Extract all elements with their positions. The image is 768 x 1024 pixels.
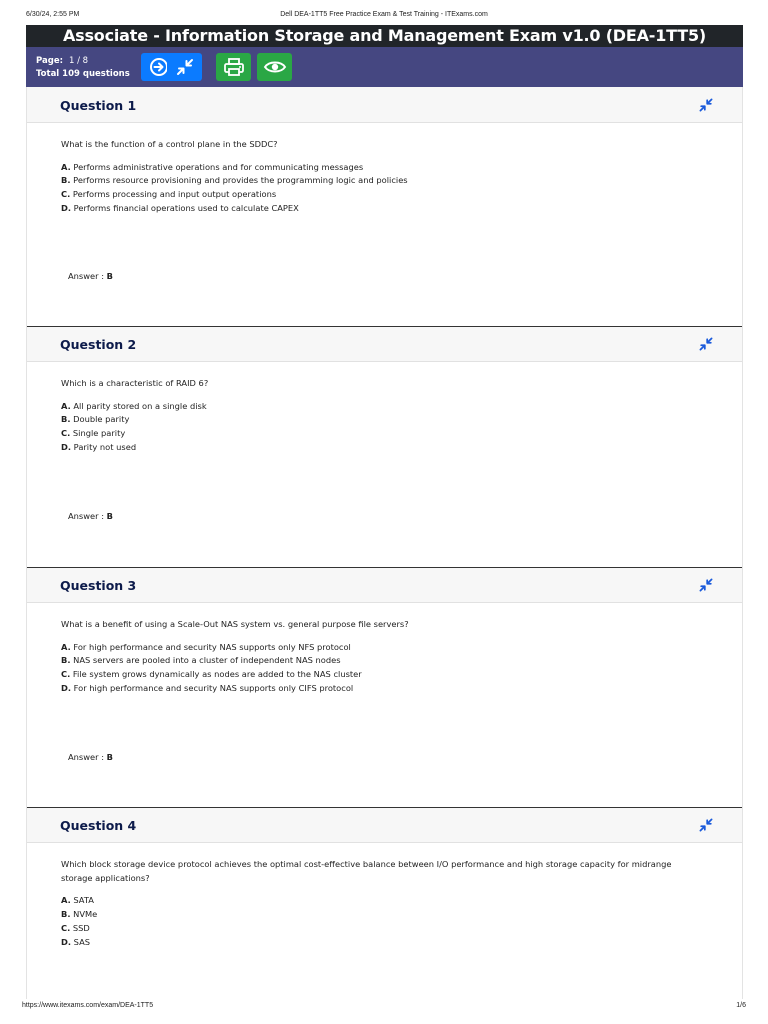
compress-arrows-icon (175, 57, 195, 77)
collapse-question-button[interactable] (698, 336, 714, 356)
collapse-question-button[interactable] (698, 97, 714, 117)
answer-line: Answer : B (68, 752, 113, 762)
question-card (26, 326, 743, 567)
question-text: What is the function of a control plane in the SDDC? (61, 139, 278, 149)
question-title: Question 3 (60, 578, 137, 593)
answer-option: C. File system grows dynamically as nodes are added to the NAS cluster (61, 669, 362, 680)
answer-option: C. SSD (61, 922, 90, 933)
print-footer (0, 1002, 768, 1014)
page-number: 1 / 8 (69, 56, 89, 66)
answer-value: B (106, 271, 113, 281)
answer-value: B (106, 752, 113, 762)
print-page-count: 1/6 (736, 1002, 746, 1009)
question-title: Question 2 (60, 337, 137, 352)
answer-option: D. Parity not used (61, 441, 137, 452)
question-title: Question 4 (60, 818, 137, 833)
question-body (27, 843, 742, 949)
question-text: Which is a characteristic of RAID 6? (61, 378, 209, 388)
question-text: What is a benefit of using a Scale-Out NAS system vs. general purpose file servers? (61, 619, 409, 629)
answer-option: B. NAS servers are pooled into a cluster of independent NAS nodes (61, 655, 341, 666)
answer-line: Answer : B (68, 511, 113, 521)
answer-option: D. For high performance and security NAS supports only CIFS protocol (61, 682, 354, 693)
print-datetime: 6/30/24, 2:55 PM (26, 11, 80, 18)
answer-option: D. SAS (61, 936, 91, 947)
question-header (27, 807, 742, 843)
exam-toolbar (26, 47, 743, 87)
page-label: Page: (36, 56, 63, 66)
exam-title: Associate - Information Storage and Management Exam v1.0 (DEA-1TT5) (26, 25, 743, 47)
print-button[interactable] (216, 53, 251, 81)
answer-option: A. For high performance and security NAS supports only NFS protocol (61, 641, 351, 652)
printer-icon (223, 57, 245, 77)
question-header (27, 87, 742, 123)
collapse-all-button[interactable] (167, 53, 202, 81)
print-url: https://www.itexams.com/exam/DEA-1TT5 (22, 1002, 154, 1009)
answer-value: B (106, 511, 113, 521)
compress-arrows-icon (698, 97, 714, 113)
compress-arrows-icon (698, 817, 714, 833)
show-answers-button[interactable] (257, 53, 292, 81)
answer-option: A. Performs administrative operations and for communicating messages (61, 161, 364, 172)
compress-arrows-icon (698, 577, 714, 593)
question-text: Which block storage device protocol achieves the optimal cost-effective balance between I/O performance and high storage capacity for midrange storage applications? (61, 859, 672, 883)
question-header (27, 326, 742, 362)
answer-option: C. Performs processing and input output operations (61, 189, 277, 200)
compress-arrows-icon (698, 336, 714, 352)
collapse-question-button[interactable] (698, 817, 714, 837)
question-body (27, 603, 742, 696)
question-card (26, 567, 743, 808)
answer-option: A. All parity stored on a single disk (61, 400, 207, 411)
answer-option: B. NVMe (61, 909, 98, 920)
question-body (27, 123, 742, 216)
arrow-right-circle-icon (149, 57, 169, 77)
page-info (36, 55, 130, 81)
answer-option: C. Single parity (61, 428, 126, 439)
question-card (26, 807, 743, 999)
question-body (27, 362, 742, 455)
eye-icon (263, 58, 287, 76)
print-header (0, 11, 768, 23)
answer-line: Answer : B (68, 271, 113, 281)
collapse-question-button[interactable] (698, 577, 714, 597)
question-header (27, 567, 742, 603)
answer-option: A. SATA (61, 895, 94, 906)
total-questions: Total 109 questions (36, 69, 130, 79)
question-title: Question 1 (60, 98, 137, 113)
answer-option: D. Performs financial operations used to calculate CAPEX (61, 202, 299, 213)
question-card (26, 87, 743, 327)
answer-option: B. Performs resource provisioning and provides the programming logic and policies (61, 175, 408, 186)
answer-option: B. Double parity (61, 414, 130, 425)
print-page-title: Dell DEA-1TT5 Free Practice Exam & Test Training - ITExams.com (280, 11, 488, 18)
